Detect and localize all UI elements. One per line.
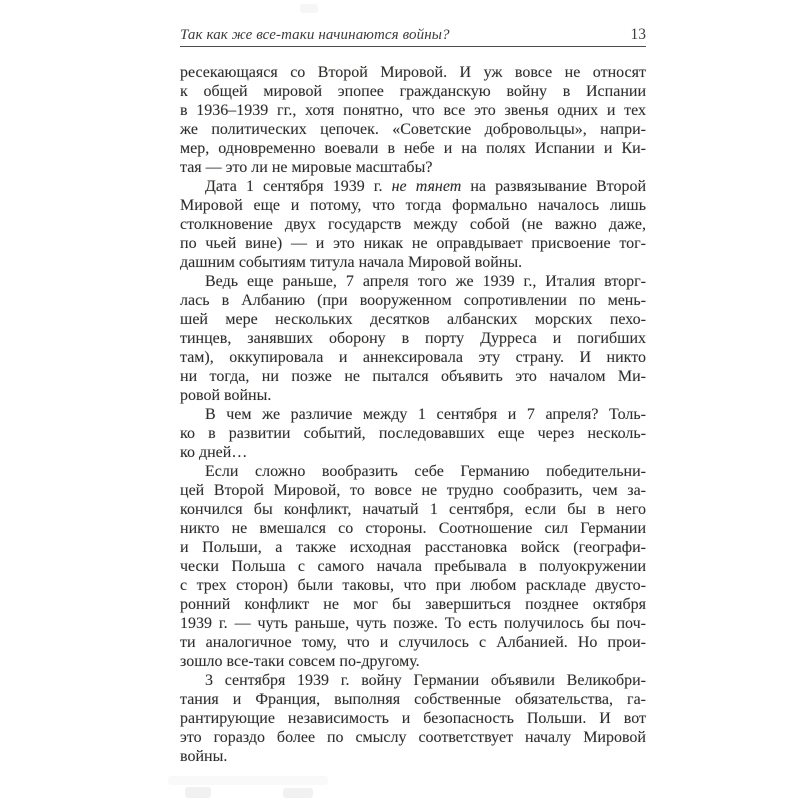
text-run: тая — это ли не мировые масштабы? — [180, 159, 433, 176]
text-run: рантирующие независимость и безопасность Польши. И вот — [180, 710, 646, 727]
text-run: тания и Франция, выполняя собственные обязательства, га- — [180, 691, 646, 708]
text-run: там), оккупировала и аннексировала эту страну. И никто — [180, 349, 646, 366]
text-run: ровой войны. — [180, 387, 272, 404]
text-line — [180, 690, 646, 709]
text-run: это гораздо более по смыслу соответствует началу Мировой — [180, 729, 646, 746]
scan-artifact — [300, 4, 318, 13]
text-line — [180, 595, 646, 614]
italic-run: не тянет — [391, 178, 462, 195]
body-text — [180, 63, 646, 766]
text-line — [180, 538, 646, 557]
text-run: шей мере нескольких десятков албанских морских пехо- — [180, 311, 646, 328]
text-line — [180, 671, 646, 690]
text-run: ронний конфликт не мог бы завершиться позднее октября — [180, 596, 646, 613]
page-number: 13 — [630, 26, 646, 43]
text-run: по чьей вине) — и это никак не оправдывает присвоение тог- — [180, 235, 646, 252]
text-line — [180, 614, 646, 633]
text-line — [180, 557, 646, 576]
text-run: 3 сентября 1939 г. войну Германии объявили Великобри- — [205, 672, 646, 689]
text-run: с трех сторон) были таковы, что при любом раскладе двусто- — [180, 577, 646, 594]
text-line — [180, 215, 646, 234]
text-line — [180, 196, 646, 215]
text-line — [180, 253, 646, 272]
text-line — [180, 348, 646, 367]
paragraph — [180, 671, 646, 766]
text-line — [180, 234, 646, 253]
paragraph — [180, 462, 646, 671]
paragraph — [180, 405, 646, 462]
text-run: ко дней… — [180, 444, 248, 461]
text-run: в 1936–1939 гг., хотя понятно, что все это звенья одних и тех — [180, 102, 646, 119]
paragraph — [180, 272, 646, 405]
text-run: же политических цепочек. «Советские добровольцы», напри- — [180, 121, 646, 138]
text-run: к общей мировой эпопее гражданскую войну в Испании — [180, 83, 646, 100]
text-line — [180, 272, 646, 291]
text-line — [180, 158, 646, 177]
text-line — [180, 82, 646, 101]
text-run: мер, одновременно воевали в небе и на полях Испании и Ки- — [180, 140, 646, 157]
running-header — [180, 27, 646, 47]
text-run: лась в Албанию (при вооруженном сопротивлении по мень- — [180, 292, 646, 309]
text-run: ти аналогичное тому, что и случилось с Албанией. Но прои- — [180, 634, 646, 651]
running-header-title: Так как же все-таки начинаются войны? — [180, 27, 450, 43]
page-content — [180, 27, 646, 766]
text-line — [180, 481, 646, 500]
text-line — [180, 367, 646, 386]
text-run: на развязывание Второй — [461, 178, 647, 195]
text-line — [180, 728, 646, 747]
scan-artifact — [185, 787, 211, 798]
text-run: тинцев, занявших оборону в порту Дурреса и погибших — [180, 330, 646, 347]
text-line — [180, 633, 646, 652]
text-run: столкновение двух государств между собой (не важно даже, — [180, 216, 646, 233]
text-run: ресекающаяся со Второй Мировой. И уж вовсе не относят — [180, 64, 646, 81]
text-line — [180, 462, 646, 481]
text-run: Мировой еще и потому, что тогда формально началось лишь — [180, 197, 646, 214]
text-run: кончился бы конфликт, начатый 1 сентября, если бы в него — [180, 501, 646, 518]
text-line — [180, 652, 646, 671]
text-run: Если сложно вообразить себе Германию победительни- — [205, 463, 646, 480]
text-line — [180, 424, 646, 443]
text-line — [180, 177, 646, 196]
text-line — [180, 386, 646, 405]
text-line — [180, 120, 646, 139]
text-run: цей Второй Мировой, то вовсе не трудно сообразить, чем за- — [180, 482, 646, 499]
text-run: и Польши, а также исходная расстановка войск (географи- — [180, 539, 646, 556]
scan-artifact — [168, 776, 328, 785]
paragraph — [180, 177, 646, 272]
text-run: ни тогда, ни позже не пытался объявить это началом Ми- — [180, 368, 646, 385]
scan-artifact — [283, 788, 313, 798]
text-run: В чем же различие между 1 сентября и 7 апреля? Толь- — [205, 406, 646, 423]
text-run: ко в развитии событий, последовавших еще через несколь- — [180, 425, 646, 442]
text-run: Дата 1 сентября 1939 г. — [205, 178, 392, 195]
text-line — [180, 500, 646, 519]
text-run: дашним событиям титула начала Мировой войны. — [180, 254, 523, 271]
text-line — [180, 443, 646, 462]
text-run: никто не вмешался со стороны. Соотношение сил Германии — [180, 520, 646, 537]
text-line — [180, 747, 646, 766]
text-line — [180, 329, 646, 348]
text-line — [180, 709, 646, 728]
text-run: войны. — [180, 748, 228, 765]
text-run: 1939 г. — чуть раньше, чуть позже. То есть получилось бы поч- — [180, 615, 646, 632]
text-line — [180, 63, 646, 82]
text-line — [180, 139, 646, 158]
text-run: чески Польша с самого начала пребывала в полуокружении — [180, 558, 646, 575]
text-line — [180, 405, 646, 424]
text-line — [180, 101, 646, 120]
text-line — [180, 310, 646, 329]
text-line — [180, 519, 646, 538]
paragraph — [180, 63, 646, 177]
text-run: зошло все-таки совсем по-другому. — [180, 653, 420, 670]
text-run: Ведь еще раньше, 7 апреля того же 1939 г., Италия вторг- — [205, 273, 646, 290]
text-line — [180, 291, 646, 310]
text-line — [180, 576, 646, 595]
